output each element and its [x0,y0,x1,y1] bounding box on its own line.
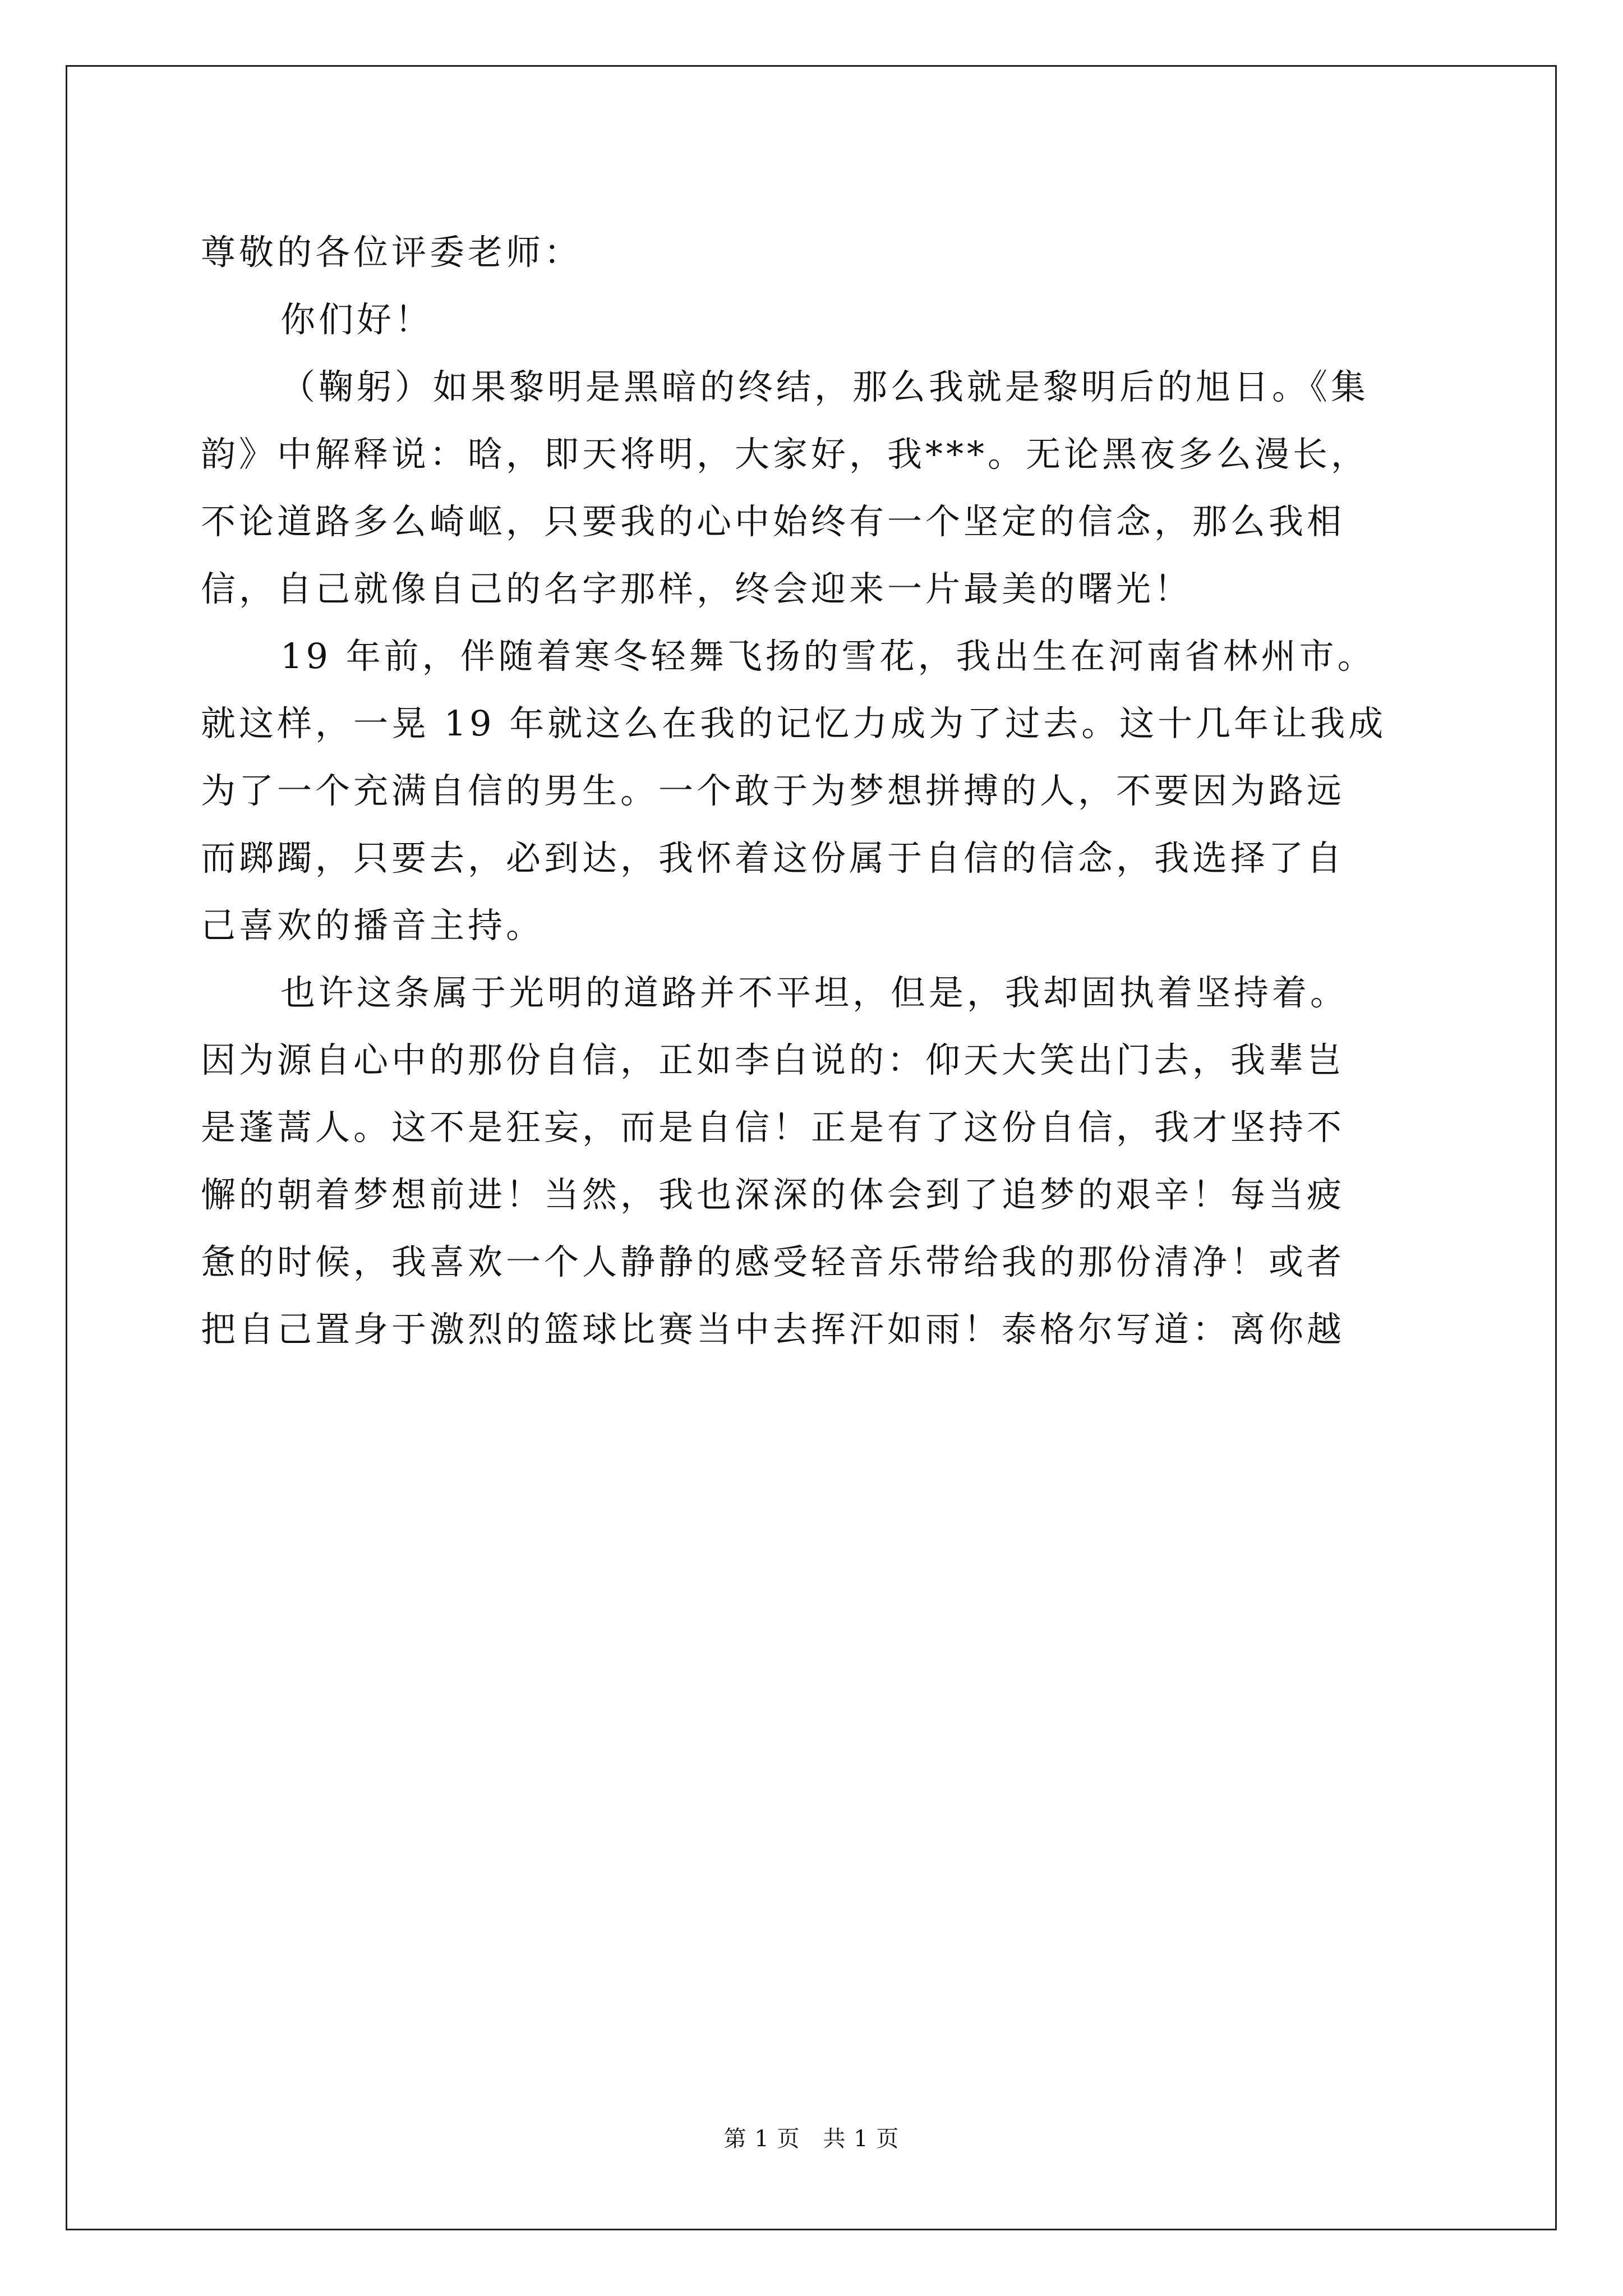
paragraph-line: 为了一个充满自信的男生。一个敢于为梦想拼搏的人，不要因为路远 [201,770,1345,811]
paragraph-line: 因为源自心中的那份自信，正如李白说的：仰天大笑出门去，我辈岂 [201,1039,1345,1080]
paragraph-line: 19 年前，伴随着寒冬轻舞飞扬的雪花，我出生在河南省林州市。 [280,636,1376,677]
paragraph-line: 韵》中解释说：晗，即天将明，大家好，我***。无论黑夜多么漫长， [201,434,1370,475]
paragraph-line: 惫的时候，我喜欢一个人静静的感受轻音乐带给我的那份清净！或者 [201,1241,1345,1282]
paragraph-line: 就这样，一晃 19 年就这么在我的记忆力成为了过去。这十几年让我成 [201,703,1387,744]
paragraph-line: 不论道路多么崎岖，只要我的心中始终有一个坚定的信念，那么我相 [201,501,1345,542]
paragraph-line: 信，自己就像自己的名字那样，终会迎来一片最美的曙光！ [201,568,1193,609]
paragraph-line: 也许这条属于光明的道路并不平坦，但是，我却固执着坚持着。 [280,972,1349,1013]
paragraph-line: 己喜欢的播音主持。 [201,905,545,946]
paragraph-line: 是蓬蒿人。这不是狂妄，而是自信！正是有了这份自信，我才坚持不 [201,1107,1345,1148]
greeting-line: 你们好！ [280,299,434,340]
paragraph-line: （鞠躬）如果黎明是黑暗的终结，那么我就是黎明后的旭日。《集 [280,366,1370,407]
paragraph-line: 而踯躅，只要去，必到达，我怀着这份属于自信的信念，我选择了自 [201,838,1345,878]
paragraph-line: 懈的朝着梦想前进！当然，我也深深的体会到了追梦的艰辛！每当疲 [201,1174,1345,1215]
salutation-line: 尊敬的各位评委老师： [201,232,583,273]
paragraph-line: 把自己置身于激烈的篮球比赛当中去挥汗如雨！泰格尔写道：离你越 [201,1309,1345,1350]
page-number-footer: 第 1 页 共 1 页 [723,2126,900,2152]
